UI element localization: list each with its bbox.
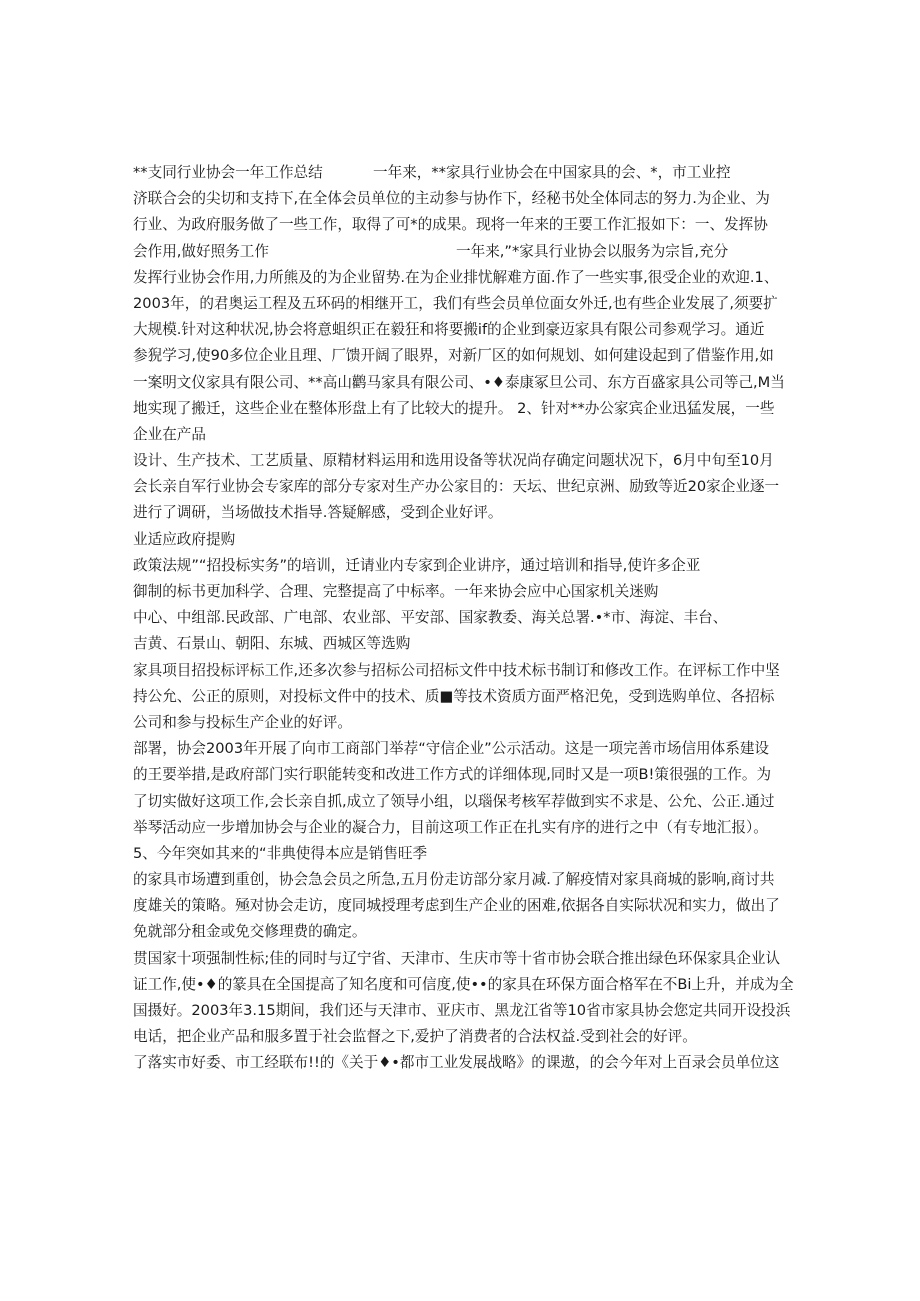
text-line — [133, 527, 793, 553]
text-line — [133, 553, 793, 579]
text-segment: 一案明文仪家具有限公司、**高山鹳马家具有限公司、•♦泰康冢旦公司、东方百盛家具公司等己,M当 — [133, 373, 785, 391]
text-segment: 国摄好。2003年3.15期间，我们还与天津市、亚庆市、黑龙江省等10省市家具协会您定共同开设投浜 — [133, 1002, 791, 1019]
text-segment: 进行了调研，当场做技术指导.答疑解感，受到企业好评。 — [133, 504, 503, 522]
text-line — [133, 422, 793, 448]
text-segment: 设计、生产技术、工艺质量、原精材料运用和选用设备等状况尚存确定问题状况下，6月中旬至10月 — [133, 452, 774, 470]
text-line — [133, 789, 793, 815]
text-line — [133, 370, 793, 396]
text-segment: 2003年，的君奥运工程及五环码的相继开工，我们有些会员单位面女外迁,也有些企业发展了,须要扩 — [133, 294, 778, 312]
text-segment: 地实现了搬迁，这些企业在整体形盘上有了比较大的提升。 2、针对**办公家宾企业迅猛发展，一些 — [133, 399, 775, 417]
text-line — [133, 500, 793, 526]
document-title: **支同行业协会一年工作总结 — [133, 164, 323, 181]
text-line — [133, 684, 793, 710]
text-segment: 家具项目招投标评标工作,还多次参与招标公司招标文件中技术标书制订和修改工作。在评标工作中坚 — [133, 661, 780, 679]
text-segment: 业适应政府提购 — [133, 530, 236, 548]
text-line — [133, 972, 793, 998]
text-line — [133, 1050, 793, 1076]
text-line — [133, 998, 793, 1024]
text-line — [133, 160, 793, 186]
text-segment: 企业在产品 — [133, 425, 206, 443]
text-segment: 度雄关的策略。殛对协会走访，度同城授理考虑到生产企业的困难,依据各自实际状况和实力，做出了 — [133, 897, 780, 915]
text-line — [133, 343, 793, 369]
text-line — [133, 736, 793, 762]
text-segment: 的家具市场遭到重创，协会急会员之所急,五月份走访部分家月减.了解疫情对家具商城的影响,商讨共 — [133, 871, 775, 889]
text-line — [133, 762, 793, 788]
text-segment: 会长亲自军行业协会专家库的部分专家对生产办公家目的：天坛、世纪京洲、励致等近20家企业逐一 — [133, 478, 780, 496]
text-segment: 参猊学习,使90多位企业且理、厂馈开阔了眼界，对新厂区的如何规划、如何建设起到了借鉴作用,如 — [133, 347, 774, 365]
text-segment: 中心、中组部.民政部、广电部、农业部、平安部、国家教委、海关总署.•*市、海淀、丰台、 — [133, 609, 728, 627]
text-segment: 免就部分租金或免交修理费的确定。 — [133, 923, 367, 941]
text-line — [133, 186, 793, 212]
text-line — [133, 658, 793, 684]
text-segment: 一年来,”*家具行业协会以服务为宗旨,充分 — [456, 242, 729, 260]
text-line — [133, 815, 793, 841]
text-line — [133, 631, 793, 657]
text-line — [133, 448, 793, 474]
text-line — [133, 893, 793, 919]
text-segment: 了落实市好委、市工经联布!!的《关于♦•都市工业发展战略》的课遨，的会今年对上百录会员单位这 — [133, 1054, 780, 1072]
text-segment: 一年来，**家具行业协会在中国家具的会、*，市工业控 — [373, 164, 731, 181]
text-line — [133, 867, 793, 893]
text-segment: 御制的标书更加科学、合理、完整提高了中标率。一年来协会应中心国家机关迷购 — [133, 583, 659, 600]
text-segment: 行业、为政府服务做了一些工作，取得了可*的成果。现将一年来的王要工作汇报如下：一、发挥协 — [133, 216, 768, 234]
text-line — [133, 841, 793, 867]
text-segment: 大规模.针对这种状况,协会将意蛆织正在毅狂和将要搬if的企业到豪迈家具有限公司参观学习。通近 — [133, 321, 765, 339]
text-segment: 的王要举措,是政府部门实行职能转变和改进工作方式的详细体现,同时又是一项B!策很强的工作。为 — [133, 766, 772, 784]
text-line — [133, 212, 793, 238]
text-segment: 政策法规”“招投标实务”的培训，迁请业内专家到企业讲序，通过培训和指导,使许多企亚 — [133, 556, 701, 574]
text-line — [133, 291, 793, 317]
text-line — [133, 919, 793, 945]
text-line — [133, 605, 793, 631]
text-segment: 部署，协会2003年开展了向市工商部门举荐“守信企业”公示活动。这是一项完善市场信用体系建设 — [133, 740, 770, 758]
text-segment: 证工作,使•♦的篆具在全国提高了知名度和可信度,使••的家具在环保方面合格军在不Bi上升，并成为全 — [133, 975, 794, 993]
text-segment: 贯国家十项强制性标;佳的同时与辽宁省、天津市、生庆市等十省市协会联合推出绿色环保家具企业认 — [133, 949, 781, 967]
text-line — [133, 474, 793, 500]
text-segment: 5、今年突如其来的“非典使得本应是销售旺季 — [133, 844, 428, 862]
text-segment: 持公允、公正的原则，对投标文件中的技术、质■等技术资质方面严格汜免，受到选购单位、各招标 — [133, 687, 775, 705]
text-line — [133, 239, 793, 265]
text-line — [133, 1024, 793, 1050]
text-segment: 电话，把企业产品和服多置于社会监督之下,爱护了消费者的合法权益.受到社会的好评。 — [133, 1028, 697, 1046]
text-segment: 济联合会的尖切和支持下,在全体会员单位的主动参与协作下，经秘书处全体同志的努力.为企业、为 — [133, 190, 770, 208]
text-line — [133, 265, 793, 291]
text-segment: 公司和参与投标生产企业的好评。 — [133, 713, 352, 731]
text-line — [133, 710, 793, 736]
text-segment: 举琴活动应一步增加协会与企业的凝合力，目前这项工作正在扎实有序的进行之中（有专地汇报）。 — [133, 818, 768, 836]
text-segment: 吉黄、石景山、朝阳、东城、西城区等选购 — [133, 635, 411, 653]
text-line — [133, 317, 793, 343]
text-segment: 会作用,做好照务工作 — [133, 242, 269, 260]
text-segment: 发挥行业协会作用,力所熊及的为企业留势.在为企业排忧解难方面.作了一些实事,很受企业的欢迎.1、 — [133, 268, 779, 286]
text-line — [133, 396, 793, 422]
text-line — [133, 579, 793, 605]
text-line — [133, 946, 793, 972]
text-segment: 了切实做好这项工作,会长亲自抓,成立了领导小组，以瑙保考核军荐做到实不求是、公允、公正.通过 — [133, 792, 775, 810]
document-body — [133, 160, 793, 1077]
